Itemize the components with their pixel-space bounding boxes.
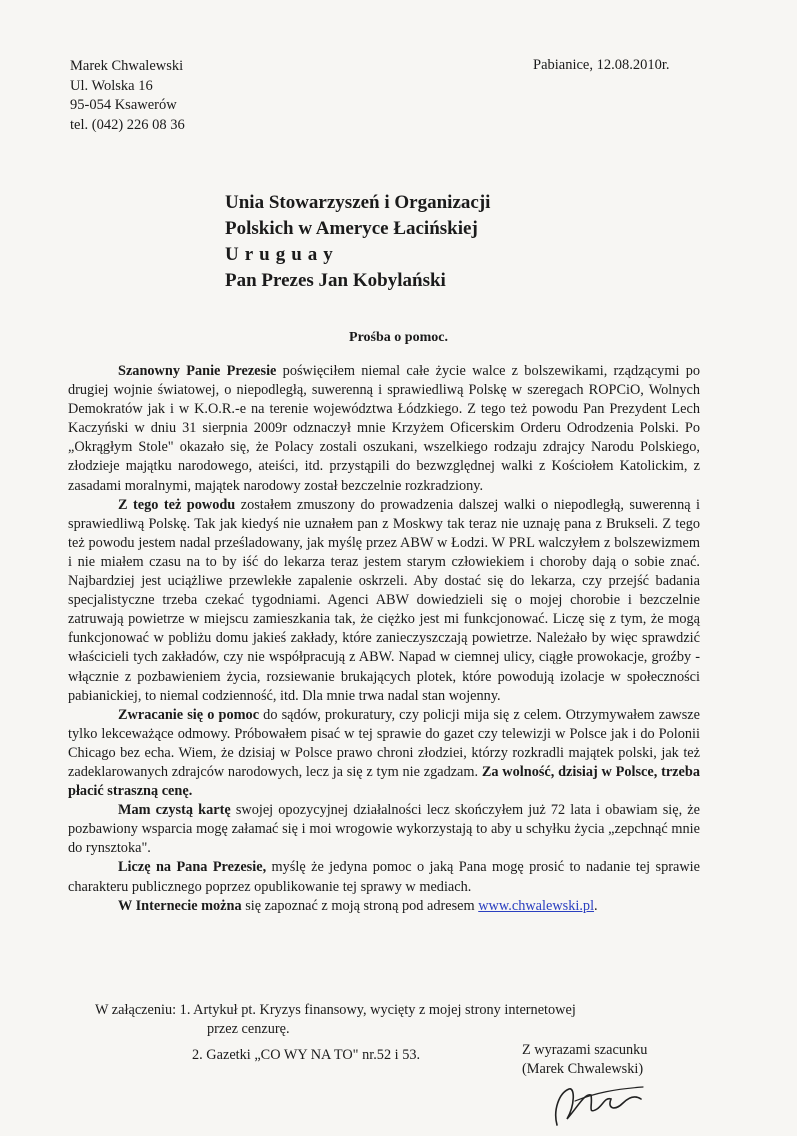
- signature-icon: [545, 1075, 705, 1130]
- letter-subject: Prośba o pomoc.: [349, 330, 448, 345]
- closing: [522, 1041, 647, 1079]
- sender-city: 95-054 Ksawerów: [70, 97, 177, 113]
- paragraph: [68, 362, 700, 496]
- sender-address: [70, 57, 185, 135]
- paragraph-text: się zapoznać z moją stroną pod adresem: [241, 897, 479, 914]
- recipient-line-3: Uruguay: [225, 244, 339, 265]
- attachments: [95, 1001, 576, 1065]
- recipient-line-4: Pan Prezes Jan Kobylański: [225, 270, 446, 291]
- paragraph-emphasis: Za wolność, dzisiaj w Polsce, trzeba płacić straszną cenę.: [68, 763, 700, 800]
- paragraph-text: .: [594, 897, 598, 914]
- attachment-2: 2. Gazetki „CO WY NA TO" nr.52 i 53.: [192, 1047, 421, 1064]
- sender-phone: tel. (042) 226 08 36: [70, 116, 185, 133]
- paragraph: [68, 496, 700, 706]
- paragraph-lead: W Internecie można: [118, 897, 242, 914]
- paragraph: [68, 858, 700, 896]
- letter-date: Pabianice, 12.08.2010r.: [533, 57, 670, 73]
- closing-greeting: Z wyrazami szacunku: [522, 1042, 648, 1058]
- paragraph-text: do sądów, prokuratury, czy policji mija się z celem. Otrzymywałem zawsze tylko lekceważące odmowy. Próbowałem pisać w tej sprawie do gazet czy telewizji w Polsce jak i do Polonii Chicago bez echa. Wiem, że dzisiaj w Polsce prawo chroni złodziei, którzy rozkradli majątek polski, jak też zadeklarowanych zdrajców narodowych, lecz ja się z tym nie zgadzam.: [68, 706, 701, 780]
- attachment-1: W załączeniu: 1. Artykuł pt. Kryzys finansowy, wycięty z mojej strony internetowej: [95, 1002, 576, 1018]
- website-link[interactable]: www.chwalewski.pl: [478, 897, 595, 914]
- recipient-address: [225, 190, 490, 294]
- paragraph-text: zostałem zmuszony do prowadzenia dalszej walki o niepodległą, suwerenną i sprawiedliwą Polskę. Tak jak kiedyś nie uznałem pan z Moskwy tak teraz nie uznaję pana z Brukseli. Z tego też powodu jestem nadal prześladowany, jak myślę przez ABW w Łodzi. W PRL walczyłem z bolszewizmem i nie miałem czasu na to by iść do lekarza teraz jestem starym człowiekiem i choroby dają o sobie znać. Najbardziej jest uciążliwe przewlekłe zapalenie oskrzeli. Aby dostać się do lekarza, czy przejść badania specjalistyczne trzeba czekać tygodniami. Agenci ABW dowiedzieli się o mojej chorobie i bezczelnie zatruwają powietrze w miejscu zamieszkania tak, że ciężko jest mi funkcjonować. Liczę się z tym, że mogą funkcjonować w pobliżu domu jakieś zakłady, które zanieczyszczają powietrze. Należało by więc sprawdzić właścicieli tych zakładów, czy nie współpracują z ABW. Napad w ciemnej ulicy, ciągłe prowokacje, groźby - włącznie z pozbawieniem życia, rozsiewanie brukających plotek, które powodują izolacje w społeczności pabianickiej, to niemal codzienność, itd. Dla mnie trwa nadal stan wojenny.: [68, 496, 700, 704]
- paragraph: [68, 897, 700, 916]
- closing-name: (Marek Chwalewski): [522, 1061, 644, 1078]
- paragraph: [68, 706, 700, 801]
- paragraph-lead: Liczę na Pana Prezesie,: [118, 859, 267, 876]
- sender-name: Marek Chwalewski: [70, 58, 184, 74]
- paragraph-lead: Mam czystą kartę: [118, 802, 231, 819]
- paragraph-text: poświęciłem niemal całe życie walce z bolszewikami, rządzącymi po drugiej wojnie światowej, o niepodległą, suwerenną i sprawiedliwą Polskę w szeregach ROPCiO, Wolnych Demokratów jak i w K.O.R.-e na terenie województwa Łódzkiego. Z tego też powodu Pan Prezydent Lech Kaczyński w dniu 31 sierpnia 2009r odznaczył mnie Krzyżem Oficerskim Orderu Odrodzenia Polski. Po „Okrągłym Stole" okazało się, że Polacy zostali oszukani, wszelkiego rodzaju zdrajcy Narodu Polskiego, złodzieje majątku narodowego, ateiści, itd. przystąpili do bezwzględnej walki z Kościołem Katolickim, z zasadami moralnymi, majątek narodowy został bezczelnie rozkradziony.: [68, 363, 700, 494]
- sender-street: Ul. Wolska 16: [70, 77, 153, 94]
- paragraph-lead: Z tego też powodu: [118, 496, 236, 513]
- attachment-1-cont: przez cenzurę.: [207, 1021, 290, 1038]
- paragraph-lead: Zwracanie się o pomoc: [118, 706, 260, 723]
- paragraph-text: myślę że jedyna pomoc o jaką Pana mogę prosić to nadanie tej sprawie charakteru publicznego poprzez opublikowanie tej sprawy w mediach.: [68, 859, 700, 895]
- paragraph-lead: Szanowny Panie Prezesie: [118, 363, 277, 379]
- paragraph: [68, 801, 700, 858]
- recipient-line-2: Polskich w Ameryce Łacińskiej: [225, 218, 478, 239]
- recipient-line-1: Unia Stowarzyszeń i Organizacji: [225, 192, 491, 213]
- letter-body: [68, 362, 700, 916]
- paragraph-text: swojej opozycyjnej działalności lecz skończyłem już 72 lata i obawiam się, że pozbawiony wsparcia mogę załamać się i moi wrogowie wykorzystają to aby u schyłku życia „zepchnąć mnie do rynsztoka".: [68, 802, 700, 857]
